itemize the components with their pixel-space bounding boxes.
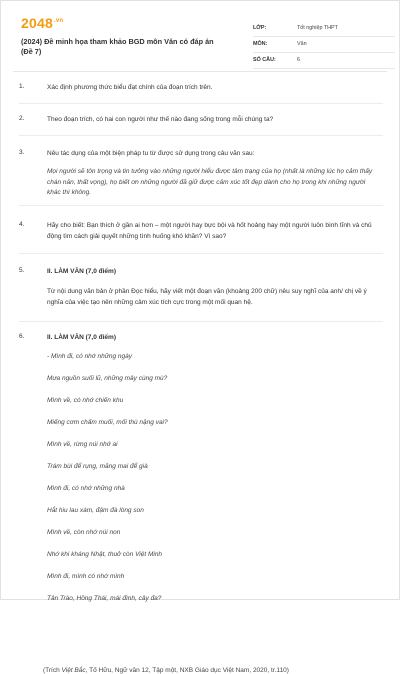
poem-line: Tân Trào, Hồng Thái, mái đình, cây đa? <box>47 595 162 602</box>
question-text: Xác định phương thức biểu đạt chính của đoạn trích trên. <box>47 84 213 91</box>
logo-suffix: .vn <box>53 18 64 25</box>
poem-line: Trám bùi để rụng, măng mai để già <box>47 463 148 470</box>
question-divider <box>19 253 383 254</box>
poem-line: Mình về, rừng núi nhớ ai <box>47 441 118 448</box>
meta-row-class <box>253 21 395 37</box>
citation-prefix: (Trích <box>43 667 62 674</box>
question-text: Hãy cho biết: Bạn thích ở gần ai hơn – một người hay bực bội và hốt hoảng hay một người luôn bình tĩnh và chủ động tìm cách giải quyết những tình huống khó khăn? Vì sao? <box>47 222 372 240</box>
poem-line: Mình đi, mình có nhớ mình <box>47 573 125 580</box>
meta-row-count <box>253 53 395 69</box>
poem-line: Mình đi, có nhớ những nhà <box>47 485 125 492</box>
question-prompt: Từ nội dung văn bản ở phần Đọc hiểu, hãy viết một đoạn văn (khoảng 200 chữ) nêu suy nghĩ của anh/ chị về ý nghĩa của việc tạo nên những cảm xúc tích cực trong một mối quan hệ. <box>47 288 367 306</box>
question-number: 5. <box>19 267 25 274</box>
meta-value: Văn <box>297 41 307 47</box>
question-number: 1. <box>19 83 25 90</box>
section-heading: II. LÀM VĂN (7,0 điểm) <box>47 334 116 341</box>
question-quote: Mọi người sẽ tôn trọng và tin tưởng vào những người hiểu được tâm trạng của họ (nhất là những lúc họ cảm thấy chán nản, thất vọng), họ biết ơn những người đã giữ được cảm xúc tốt đẹp dành cho họ trong khi những người khác thì không. <box>47 168 373 196</box>
question-text: Nêu tác dụng của một biện pháp tu từ được sử dụng trong câu văn sau: <box>47 150 255 157</box>
header-divider <box>13 71 387 72</box>
site-logo[interactable] <box>21 15 63 31</box>
meta-table <box>253 21 395 69</box>
poem-line: Mưa nguồn suối lũ, những mây cùng mù? <box>47 375 168 382</box>
question-divider <box>19 321 383 322</box>
question-text: Theo đoạn trích, có hai con người như thế nào đang sống trong mỗi chúng ta? <box>47 116 274 123</box>
meta-key: LỚP: <box>253 25 267 31</box>
poem-line: Hắt hiu lau xám, đậm đà lòng son <box>47 507 144 514</box>
document-header <box>13 11 387 71</box>
poem-citation <box>43 667 289 674</box>
question-number: 2. <box>19 115 25 122</box>
question-divider <box>19 103 383 104</box>
question-number: 6. <box>19 333 25 340</box>
section-heading: II. LÀM VĂN (7,0 điểm) <box>47 268 116 275</box>
document-title: (2024) Đề minh họa tham khảo BGD môn Văn có đáp án (Đề 7) <box>21 37 214 56</box>
poem-line: - Mình đi, có nhớ những ngày <box>47 353 133 360</box>
question-divider <box>19 135 383 136</box>
citation-source: , Tố Hữu, Ngữ văn 12, Tập một, NXB Giáo dục Việt Nam, 2020, tr.110) <box>85 667 289 674</box>
question-number: 4. <box>19 221 25 228</box>
meta-key: SỐ CÂU: <box>253 57 276 63</box>
citation-title: Việt Bắc <box>61 667 86 674</box>
poem-line: Miếng cơm chấm muối, mối thù nặng vai? <box>47 419 168 426</box>
question-number: 3. <box>19 149 25 156</box>
meta-key: MÔN: <box>253 41 268 47</box>
poem-line: Mình về, còn nhớ núi non <box>47 529 121 536</box>
meta-value: 6 <box>297 57 300 63</box>
question-divider <box>19 205 383 206</box>
poem-line: Nhớ khi kháng Nhật, thuở còn Việt Minh <box>47 551 163 558</box>
meta-row-subject <box>253 37 395 53</box>
poem-line: Mình về, có nhớ chiến khu <box>47 397 124 404</box>
meta-value: Tốt nghiệp THPT <box>297 25 338 31</box>
logo-text: 2048 <box>21 15 53 31</box>
